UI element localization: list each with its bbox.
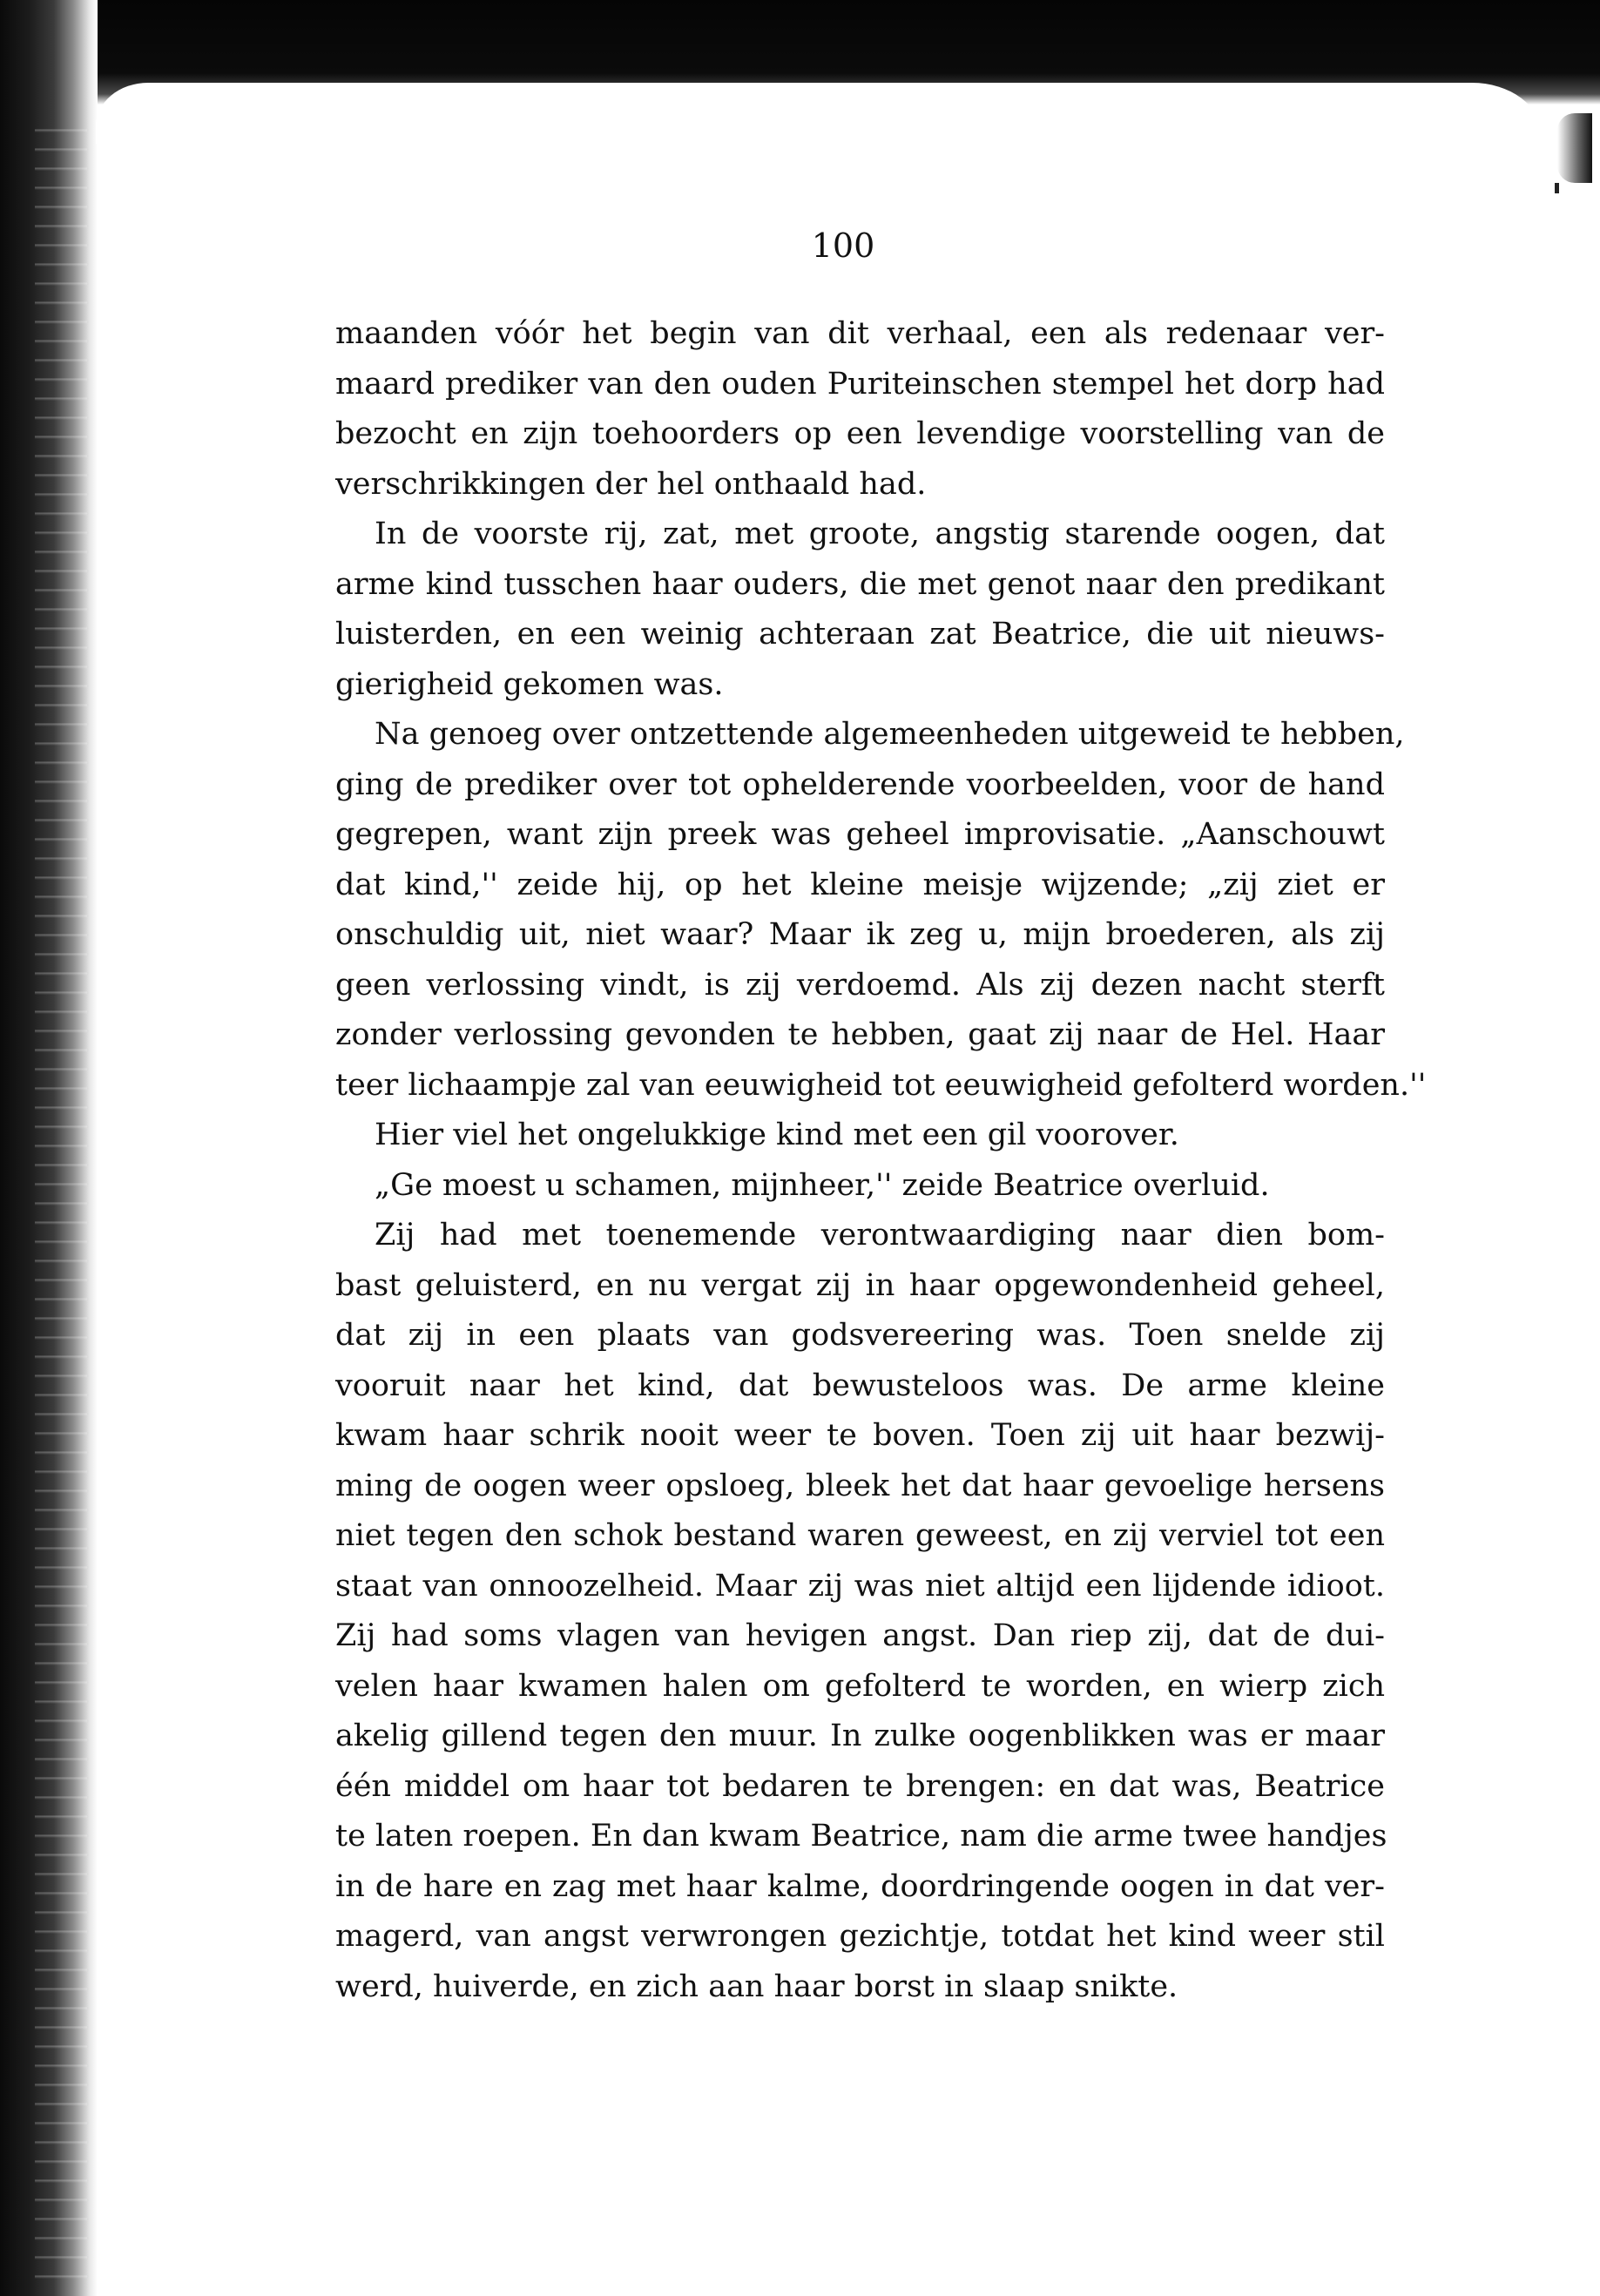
- text-line-content: Hier viel het ongelukkige kind met een gil voorover.: [375, 1118, 1179, 1152]
- text-line-content: „Ge moest u schamen, mijnheer,'' zeide Beatrice overluid.: [375, 1167, 1270, 1203]
- page-number: 100: [811, 226, 875, 265]
- text-line: [335, 1862, 1385, 1913]
- text-line: [335, 1010, 1385, 1061]
- text-line-content: onschuldig uit, niet waar? Maar ik zeg u, mijn broederen, als zij: [335, 917, 1385, 952]
- text-line: [335, 409, 1385, 460]
- text-line: [335, 460, 1385, 510]
- text-line-content: ming de oogen weer opsloeg, bleek het dat haar gevoelige hersens: [335, 1468, 1385, 1503]
- text-line-content: luisterden, en een weinig achteraan zat Beatrice, die uit nieuws-: [335, 617, 1385, 652]
- text-line: [335, 309, 1385, 360]
- text-line: [335, 910, 1385, 961]
- text-line-content: maanden vóór het begin van dit verhaal, een als redenaar ver-: [335, 316, 1385, 351]
- text-line-content: akelig gillend tegen den muur. In zulke oogenblikken was er maar: [335, 1719, 1385, 1753]
- text-line-content: dat kind,'' zeide hij, op het kleine meisje wijzende; „zij ziet er: [335, 867, 1385, 902]
- text-line-content: vooruit naar het kind, dat bewusteloos was. De arme kleine: [335, 1367, 1385, 1403]
- text-line-content: bast geluisterd, en nu vergat zij in haar opgewondenheid geheel,: [335, 1267, 1385, 1303]
- text-line: [335, 1662, 1385, 1712]
- text-line-content: één middel om haar tot bedaren te brengen: en dat was, Beatrice: [335, 1768, 1385, 1804]
- text-line: [335, 1061, 1427, 1111]
- text-line-content: ging de prediker over tot ophelderende voorbeelden, voor de hand: [335, 766, 1385, 802]
- text-line-content: Na genoeg over ontzettende algemeenheden uitgeweid te hebben,: [375, 717, 1405, 752]
- text-line-content: teer lichaampje zal van eeuwigheid tot eeuwigheid gefolterd worden.'': [335, 1067, 1427, 1103]
- text-line: [335, 961, 1385, 1011]
- text-line: [335, 1712, 1385, 1762]
- text-line: [335, 1211, 1385, 1261]
- text-line: [335, 610, 1385, 660]
- text-line: [335, 1111, 1385, 1161]
- text-line-content: staat van onnoozelheid. Maar zij was niet altijd een lijdende idioot.: [335, 1568, 1385, 1604]
- text-line: [335, 810, 1385, 861]
- text-line: [335, 660, 1385, 711]
- scan-binding-streaks: [35, 113, 87, 2291]
- text-line: [335, 1912, 1385, 1962]
- text-line: [335, 1762, 1385, 1813]
- text-line: [335, 560, 1385, 611]
- text-line: [335, 1311, 1385, 1361]
- text-line-content: gegrepen, want zijn preek was geheel improvisatie. „Aanschouwt: [335, 817, 1385, 852]
- text-line-content: magerd, van angst verwrongen gezichtje, totdat het kind weer stil: [335, 1919, 1385, 1954]
- scan-right-shadow: [1557, 113, 1592, 183]
- text-line: [335, 1962, 1385, 2013]
- text-line-content: verschrikkingen der hel onthaald had.: [335, 466, 927, 502]
- text-line: [335, 710, 1405, 760]
- text-line: [335, 1411, 1385, 1462]
- text-line: [335, 360, 1385, 410]
- text-line-content: gierigheid gekomen was.: [335, 666, 724, 702]
- text-line-content: velen haar kwamen halen om gefolterd te worden, en wierp zich: [335, 1668, 1385, 1704]
- text-line-content: dat zij in een plaats van godsvereering was. Toen snelde zij: [335, 1318, 1385, 1353]
- text-line-content: arme kind tusschen haar ouders, die met genot naar den predikant: [335, 566, 1385, 602]
- text-line: [335, 861, 1385, 911]
- text-line-content: te laten roepen. En dan kwam Beatrice, nam die arme twee handjes: [335, 1819, 1387, 1854]
- text-line: [335, 1462, 1385, 1512]
- text-line-content: bezocht en zijn toehoorders op een levendige voorstelling van de: [335, 416, 1385, 451]
- text-line: [335, 1562, 1385, 1612]
- text-line-content: kwam haar schrik nooit weer te boven. Toen zij uit haar bezwij-: [335, 1418, 1385, 1453]
- page-top-curl: [96, 83, 1542, 144]
- text-line-content: geen verlossing vindt, is zij verdoemd. Als zij dezen nacht sterft: [335, 967, 1385, 1003]
- text-line-content: zonder verlossing gevonden te hebben, gaat zij naar de Hel. Haar: [335, 1017, 1385, 1052]
- text-line-content: werd, huiverde, en zich aan haar borst in slaap snikte.: [335, 1968, 1178, 2004]
- text-line: [335, 510, 1385, 560]
- text-line-content: Zij had met toenemende verontwaardiging naar dien bom-: [375, 1218, 1385, 1253]
- text-line: [335, 1812, 1385, 1862]
- scan-speck: [1555, 183, 1559, 193]
- text-line-content: maard prediker van den ouden Puriteinschen stempel het dorp had: [335, 366, 1385, 402]
- text-line: [335, 1361, 1385, 1412]
- body-text: [335, 309, 1427, 2012]
- text-line-content: niet tegen den schok bestand waren geweest, en zij verviel tot een: [335, 1518, 1385, 1553]
- text-line: [335, 760, 1385, 811]
- text-line: [335, 1161, 1385, 1212]
- text-line-content: Zij had soms vlagen van hevigen angst. Dan riep zij, dat de dui-: [335, 1618, 1385, 1653]
- text-line-content: in de hare en zag met haar kalme, doordringende oogen in dat ver-: [335, 1868, 1385, 1904]
- text-line: [335, 1511, 1385, 1562]
- text-line: [335, 1261, 1385, 1312]
- text-line-content: In de voorste rij, zat, met groote, angstig starende oogen, dat: [375, 517, 1385, 551]
- text-line: [335, 1611, 1385, 1662]
